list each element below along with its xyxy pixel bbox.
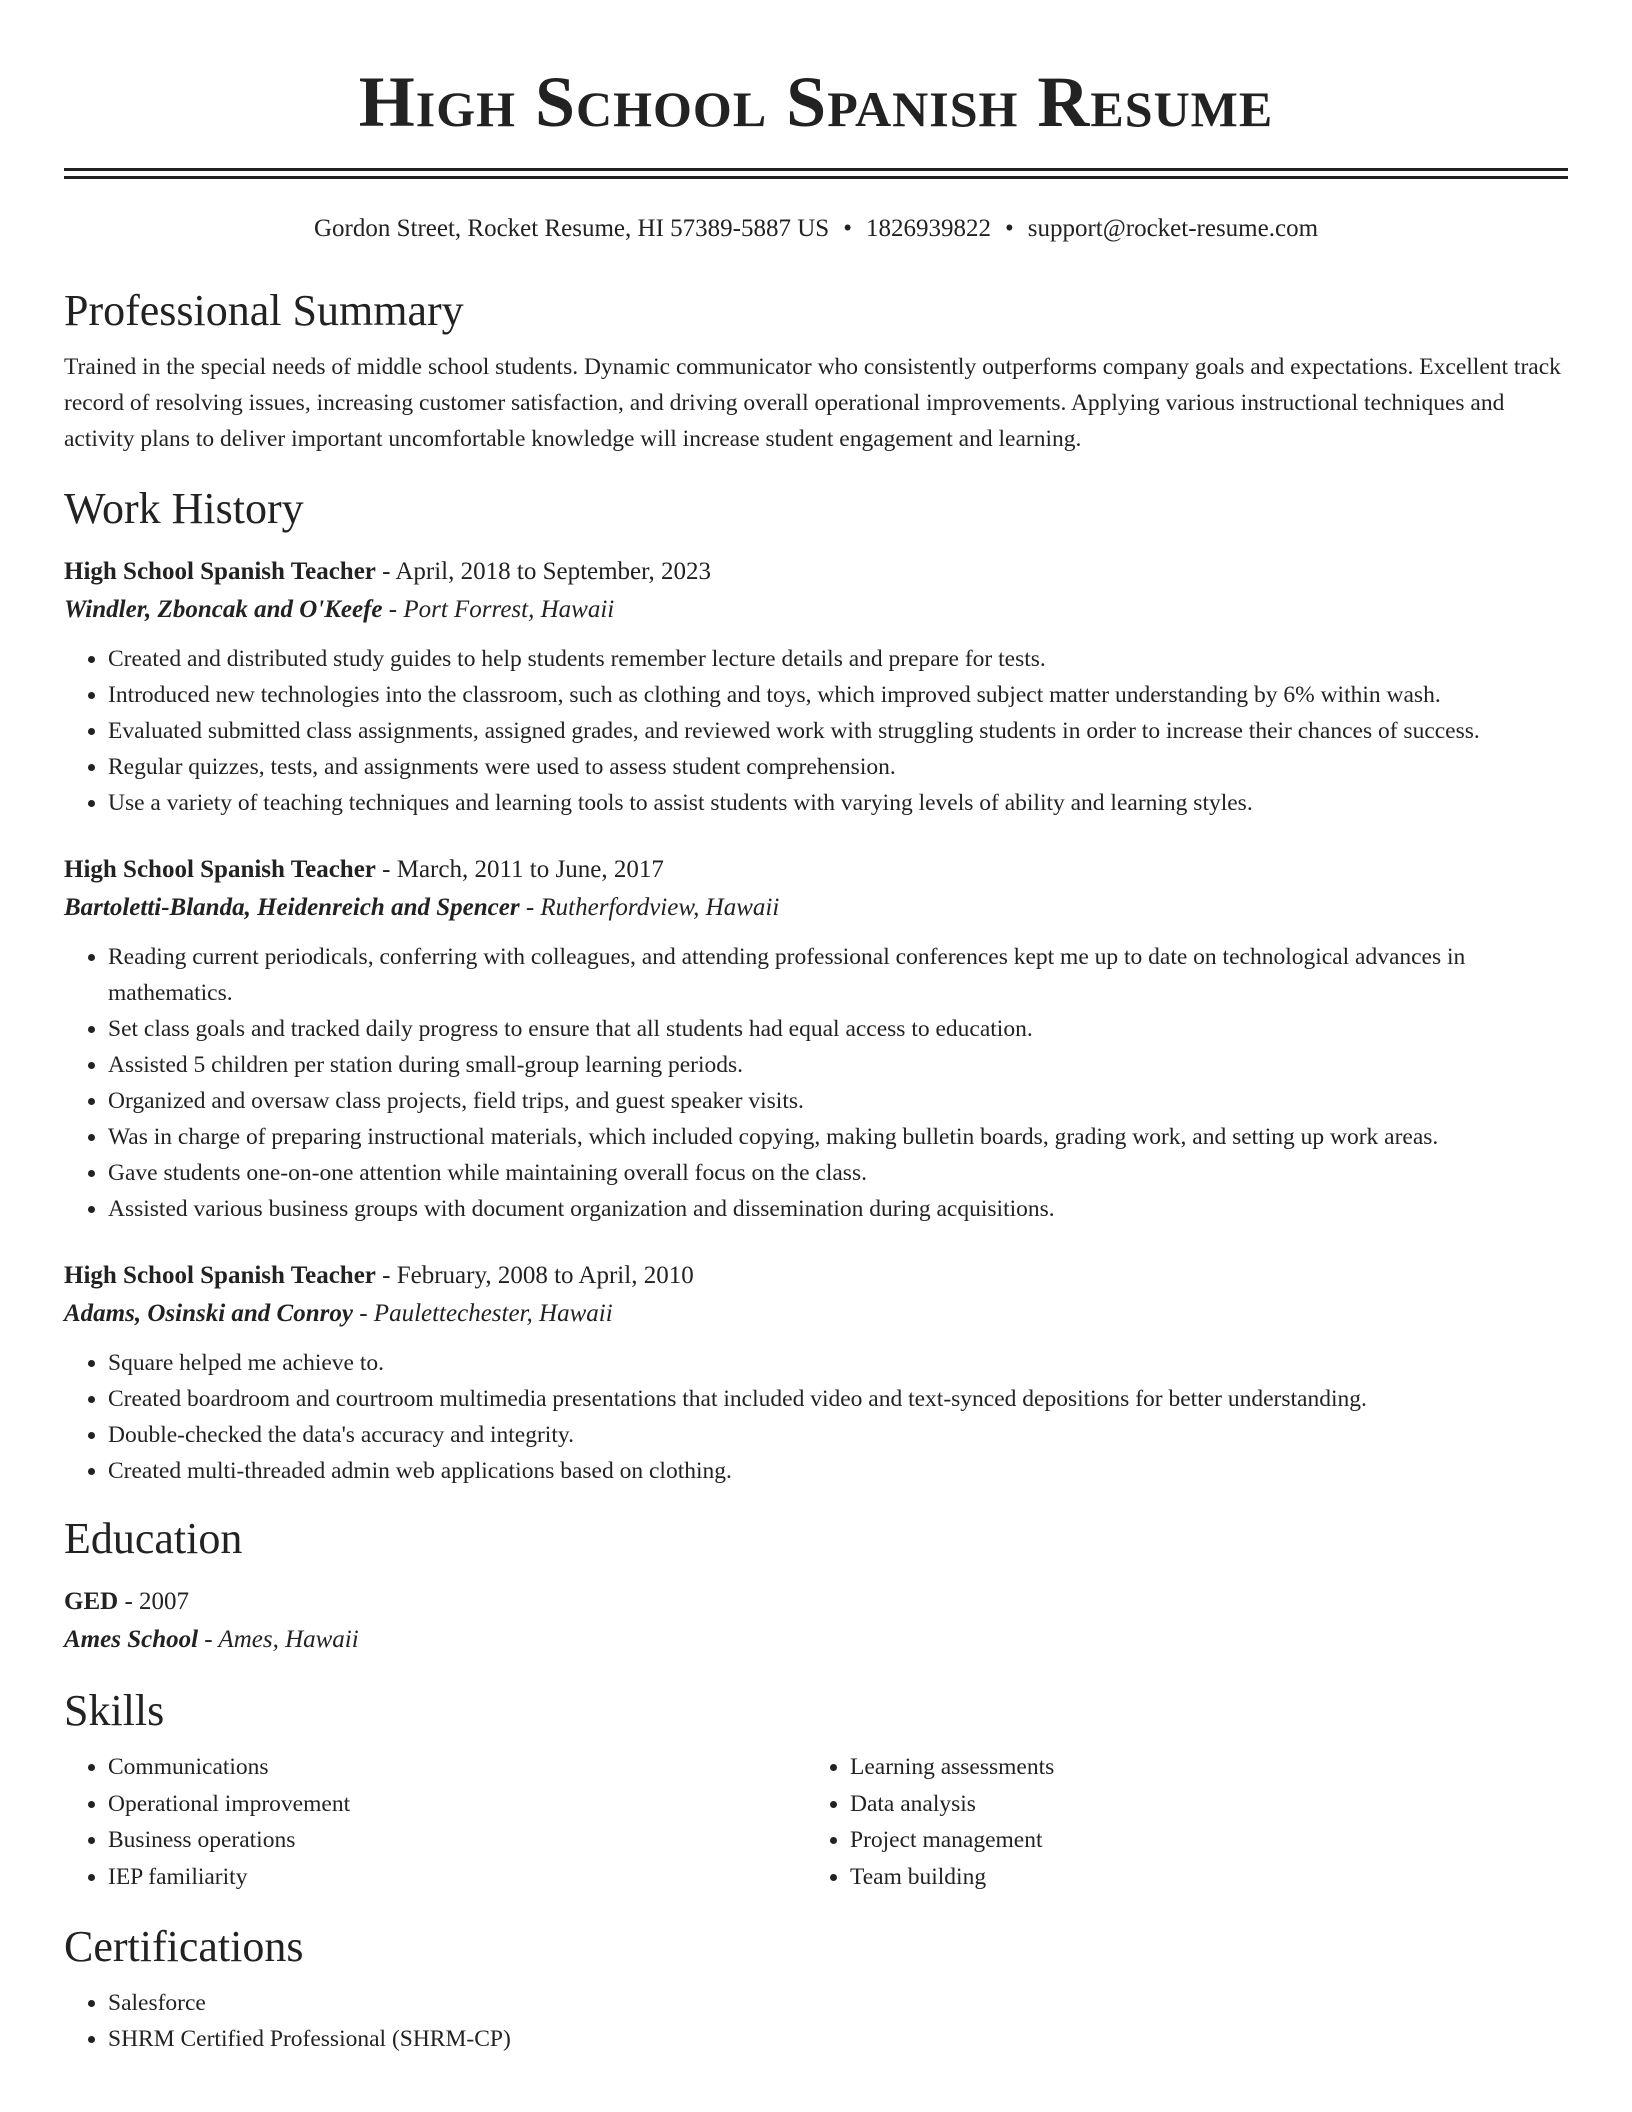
job-company: Bartoletti-Blanda, Heidenreich and Spencer	[64, 894, 520, 921]
skill-item: • Business operations	[108, 1822, 806, 1859]
title-double-rule	[64, 168, 1568, 179]
skill-item: • Communications	[108, 1749, 806, 1786]
education-school: Ames School	[64, 1626, 199, 1653]
skill-item: • Operational improvement	[108, 1786, 806, 1823]
contact-phone: 1826939822	[865, 215, 991, 242]
work-history-heading: Work History	[64, 484, 304, 533]
job-entry	[64, 553, 1568, 821]
job-title-line	[64, 553, 1568, 591]
resume-title: High School Spanish Resume	[358, 62, 1274, 142]
job-title-line	[64, 851, 1568, 889]
education-degree: GED	[64, 1588, 119, 1615]
job-dates: - February, 2008 to April, 2010	[375, 1262, 694, 1289]
job-location: - Port Forrest, Hawaii	[382, 596, 615, 623]
job-location: - Paulettechester, Hawaii	[352, 1300, 613, 1327]
education-school-line	[64, 1621, 1568, 1659]
skill-item: • Data analysis	[850, 1786, 1548, 1823]
contact-line	[64, 213, 1568, 245]
job-bullet: • Double-checked the data's accuracy and integrity.	[108, 1417, 1568, 1453]
job-title: High School Spanish Teacher	[64, 558, 376, 585]
skill-item: • Project management	[850, 1822, 1548, 1859]
job-dates: - April, 2018 to September, 2023	[375, 558, 711, 585]
skills-heading: Skills	[64, 1686, 165, 1735]
summary-text: Trained in the special needs of middle school students. Dynamic communicator who consistently outperforms company goals and expectations. Excellent track record of resolving issues, increasing customer satisfaction, and driving overall operational improvements. Applying various instructional techniques and activity plans to deliver important uncomfortable knowledge will increase student engagement and learning.	[64, 354, 1561, 452]
job-title: High School Spanish Teacher	[64, 856, 376, 883]
job-bullet: • Reading current periodicals, conferring with colleagues, and attending professional conferences kept me up to date on technological advances in mathematics.	[108, 939, 1568, 1011]
skill-item: • Learning assessments	[850, 1749, 1548, 1786]
job-company-line	[64, 889, 1568, 927]
contact-separator: •	[1004, 215, 1014, 242]
skill-item: • Team building	[850, 1859, 1548, 1896]
job-company: Adams, Osinski and Conroy	[64, 1300, 353, 1327]
job-location: - Rutherfordview, Hawaii	[519, 894, 780, 921]
job-bullets	[64, 641, 1568, 821]
job-title: High School Spanish Teacher	[64, 1262, 376, 1289]
education-degree-line	[64, 1583, 1568, 1621]
job-dates: - March, 2011 to June, 2017	[375, 856, 664, 883]
job-bullet: • Created boardroom and courtroom multimedia presentations that included video and text-synced depositions for better understanding.	[108, 1381, 1568, 1417]
contact-separator: •	[843, 215, 852, 242]
job-company-line	[64, 1295, 1568, 1333]
skill-item: • IEP familiarity	[108, 1859, 806, 1896]
certification-item: • Salesforce	[108, 1985, 1568, 2021]
job-bullet: • Introduced new technologies into the classroom, such as clothing and toys, which improved subject matter understanding by 6% within wash.	[108, 677, 1568, 713]
job-bullet: • Created multi-threaded admin web applications based on clothing.	[108, 1453, 1568, 1489]
job-bullets	[64, 1345, 1568, 1489]
skills-column-right	[806, 1749, 1548, 1895]
job-title-line	[64, 1257, 1568, 1295]
job-company: Windler, Zboncak and O'Keefe	[64, 596, 383, 623]
certification-item: • SHRM Certified Professional (SHRM-CP)	[108, 2021, 1568, 2057]
job-bullet: • Use a variety of teaching techniques and learning tools to assist students with varying levels of ability and learning styles.	[108, 785, 1568, 821]
education-heading: Education	[64, 1514, 243, 1563]
contact-email[interactable]: support@rocket-resume.com	[1027, 215, 1319, 242]
job-bullet: • Assisted 5 children per station during small-group learning periods.	[108, 1047, 1568, 1083]
job-bullet: • Set class goals and tracked daily progress to ensure that all students had equal access to education.	[108, 1011, 1568, 1047]
job-bullets	[64, 939, 1568, 1227]
education-location: - Ames, Hawaii	[198, 1626, 359, 1653]
job-entry	[64, 851, 1568, 1227]
job-bullet: • Square helped me achieve to.	[108, 1345, 1568, 1381]
education-year: - 2007	[118, 1588, 190, 1615]
job-bullet: • Evaluated submitted class assignments, assigned grades, and reviewed work with struggling students in order to increase their chances of success.	[108, 713, 1568, 749]
certifications-list	[64, 1985, 1568, 2057]
job-company-line	[64, 591, 1568, 629]
job-bullet: • Regular quizzes, tests, and assignments were used to assess student comprehension.	[108, 749, 1568, 785]
job-bullet: • Organized and oversaw class projects, field trips, and guest speaker visits.	[108, 1083, 1568, 1119]
job-bullet: • Was in charge of preparing instructional materials, which included copying, making bulletin boards, grading work, and setting up work areas.	[108, 1119, 1568, 1155]
job-entry	[64, 1257, 1568, 1489]
contact-address: Gordon Street, Rocket Resume, HI 57389-5887 US	[313, 215, 830, 242]
job-bullet: • Gave students one-on-one attention while maintaining overall focus on the class.	[108, 1155, 1568, 1191]
summary-heading: Professional Summary	[64, 286, 464, 335]
job-bullet: • Created and distributed study guides to help students remember lecture details and prepare for tests.	[108, 641, 1568, 677]
job-bullet: • Assisted various business groups with document organization and dissemination during acquisitions.	[108, 1191, 1568, 1227]
skills-column-left	[64, 1749, 806, 1895]
certifications-heading: Certifications	[64, 1922, 304, 1971]
skills-list	[64, 1749, 1568, 1895]
education-entry	[64, 1583, 1568, 1659]
